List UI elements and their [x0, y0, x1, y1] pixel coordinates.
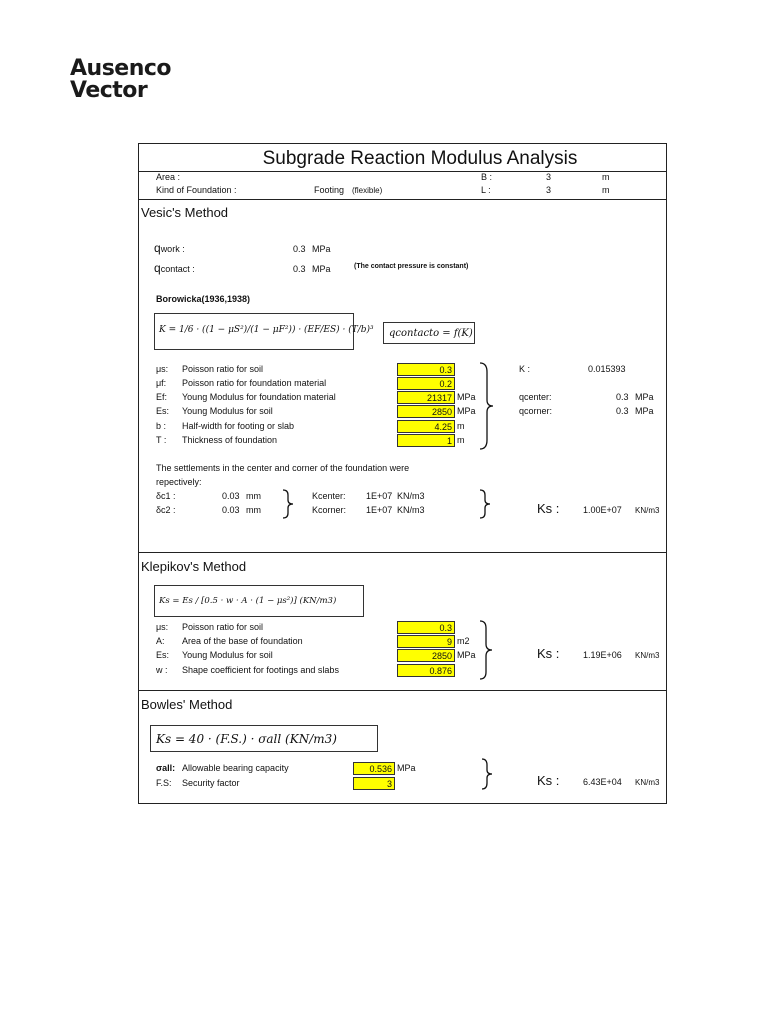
param-desc: Allowable bearing capacity [182, 763, 289, 773]
qwork-q: q [154, 241, 161, 255]
kind-qualifier: (flexible) [352, 186, 383, 195]
logo-line-1: Ausenco [70, 56, 172, 81]
divider-klepikov-bottom [138, 690, 667, 691]
qcenter-value: 0.3 [616, 392, 629, 402]
param-desc: Thickness of foundation [182, 435, 278, 445]
b-value: 3 [546, 172, 552, 182]
area-label: Area : [156, 172, 181, 182]
dc2-unit: mm [246, 505, 261, 515]
settlement-brace [281, 489, 295, 519]
param-value-input[interactable]: 21317 [397, 391, 455, 404]
kcorner-label: Kcorner: [312, 505, 347, 515]
kcenter-label: Kcenter: [312, 491, 346, 501]
bowles-formula: Ks = 40 · (F.S.) · σall (KN/m3) [156, 732, 337, 746]
klepikov-ks-value: 1.19E+06 [583, 650, 622, 660]
bowles-ks-unit: KN/m3 [635, 778, 660, 787]
param-sym: μs: [156, 364, 169, 374]
param-desc: Poisson ratio for foundation material [182, 378, 327, 388]
param-value-input[interactable]: 0.3 [397, 621, 455, 634]
l-value: 3 [546, 185, 552, 195]
qwork-label [154, 241, 185, 255]
param-unit: m2 [457, 636, 470, 646]
company-logo [70, 58, 171, 102]
qcontact-note: (The contact pressure is constant) [354, 263, 469, 270]
bowles-formula-box [150, 725, 378, 752]
param-desc: Shape coefficient for footings and slabs [182, 665, 339, 675]
param-desc: Half-width for footing or slab [182, 421, 295, 431]
kcenter-value: 1E+07 [366, 491, 393, 501]
qcorner-unit: MPa [635, 406, 654, 416]
param-sym: A: [156, 636, 165, 646]
qcontact-label [154, 261, 195, 275]
kcorner-unit: KN/m3 [397, 505, 425, 515]
vesic-ks-value: 1.00E+07 [583, 505, 622, 515]
vesic-ks-unit: KN/m3 [635, 506, 660, 515]
klepikov-ks-unit: KN/m3 [635, 651, 660, 660]
param-desc: Security factor [182, 778, 240, 788]
l-label: L : [481, 185, 491, 195]
qcenter-label: qcenter: [519, 392, 552, 402]
dc1-label: δc1 : [156, 491, 176, 501]
klepikov-formula-box [154, 585, 364, 617]
vesic-title: Vesic's Method [141, 205, 229, 220]
param-value-input[interactable]: 0.536 [353, 762, 395, 775]
kind-value: Footing [314, 185, 345, 195]
qcorner-label: qcorner: [519, 406, 553, 416]
param-unit: m [457, 421, 465, 431]
settlement-text-2: repectively: [156, 477, 202, 487]
formula-q: qcontacto = f(K) [389, 328, 473, 339]
borowicka-ref: Borowicka(1936,1938) [156, 294, 251, 304]
settlement-text-1: The settlements in the center and corner of the foundation were [156, 463, 410, 473]
param-desc: Poisson ratio for soil [182, 622, 264, 632]
qcontact-q: q [154, 261, 161, 275]
param-unit: MPa [457, 392, 476, 402]
param-sym: Ef: [156, 392, 168, 402]
param-value-input[interactable]: 9 [397, 635, 455, 648]
param-desc: Poisson ratio for soil [182, 364, 264, 374]
bowles-ks-label: Ks : [537, 773, 560, 788]
b-label: B : [481, 172, 493, 182]
param-value-input[interactable]: 1 [397, 434, 455, 447]
kcenter-brace [478, 489, 492, 519]
param-desc: Young Modulus for foundation material [182, 392, 336, 402]
dc1-value: 0.03 [222, 491, 240, 501]
page-title: Subgrade Reaction Modulus Analysis [262, 148, 578, 169]
vesic-ks-label: Ks : [537, 501, 560, 516]
dc1-unit: mm [246, 491, 261, 501]
param-unit: m [457, 435, 465, 445]
klepikov-ks-label: Ks : [537, 646, 560, 661]
qwork-sub: work : [160, 244, 185, 254]
param-desc: Young Modulus for soil [182, 650, 273, 660]
qwork-value: 0.3 [293, 244, 306, 254]
param-sym: b : [156, 421, 167, 431]
param-unit: MPa [457, 650, 476, 660]
param-unit: MPa [457, 406, 476, 416]
qcorner-value: 0.3 [616, 406, 629, 416]
param-desc: Young Modulus for soil [182, 406, 273, 416]
bowles-title: Bowles' Method [141, 697, 233, 712]
qcontact-value: 0.3 [293, 264, 306, 274]
param-value-input[interactable]: 0.3 [397, 363, 455, 376]
param-sym: T : [156, 435, 167, 445]
param-value-input[interactable]: 0.2 [397, 377, 455, 390]
formula-q-box [383, 322, 475, 344]
kind-label: Kind of Foundation : [156, 185, 237, 195]
param-sym: Es: [156, 650, 170, 660]
klepikov-params-brace [478, 620, 494, 680]
vesic-params-brace [478, 362, 496, 450]
param-sym: μf: [156, 378, 167, 388]
qcontact-unit: MPa [312, 264, 331, 274]
param-sym: w : [156, 665, 168, 675]
divider-header-bottom [138, 199, 667, 200]
formula-k: K = 1/6 · ((1 − μS²)/(1 − μF²)) · (EF/ES) · (T/b)³ [159, 325, 374, 335]
param-value-input[interactable]: 4.25 [397, 420, 455, 433]
logo-line-2: Vector [70, 78, 148, 103]
kcenter-unit: KN/m3 [397, 491, 425, 501]
divider-header [138, 171, 667, 172]
kcorner-value: 1E+07 [366, 505, 393, 515]
dc2-value: 0.03 [222, 505, 240, 515]
formula-k-box [154, 313, 374, 350]
k-value: 0.015393 [588, 364, 626, 374]
param-value-input[interactable]: 0.876 [397, 664, 455, 677]
param-sym: σall: [156, 763, 176, 773]
k-label: K : [519, 364, 531, 374]
klepikov-formula: Ks = Es / [0.5 · w · A · (1 − μs²)] (KN/m3) [159, 596, 337, 606]
param-sym: Es: [156, 406, 170, 416]
param-sym: F.S: [156, 778, 172, 788]
qwork-unit: MPa [312, 244, 331, 254]
qcontact-sub: contact : [160, 264, 195, 274]
b-unit: m [602, 172, 610, 182]
dc2-label: δc2 : [156, 505, 176, 515]
param-value-input[interactable]: 2850 [397, 649, 455, 662]
l-unit: m [602, 185, 610, 195]
bowles-params-brace [480, 758, 494, 790]
bowles-ks-value: 6.43E+04 [583, 777, 622, 787]
param-desc: Area of the base of foundation [182, 636, 303, 646]
param-value-input[interactable]: 3 [353, 777, 395, 790]
param-value-input[interactable]: 2850 [397, 405, 455, 418]
klepikov-title: Klepikov's Method [141, 559, 247, 574]
qcenter-unit: MPa [635, 392, 654, 402]
divider-vesic-bottom [138, 552, 667, 553]
param-unit: MPa [397, 763, 416, 773]
param-sym: μs: [156, 622, 169, 632]
